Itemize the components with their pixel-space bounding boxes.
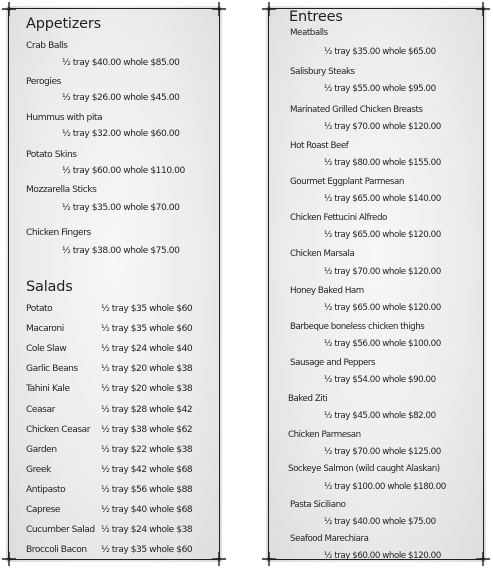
entree-price: ½ tray $70.00 whole $120.00 [324,267,441,277]
entree-price: ½ tray $55.00 whole $95.00 [324,84,436,94]
entree-price: ½ tray $45.00 whole $82.00 [324,411,436,421]
left-border-line [268,8,269,560]
salad-name: Antipasto [26,485,66,495]
corner-ornament-icon [262,2,276,16]
corner-ornament-icon [476,2,490,16]
entree-price: ½ tray $54.00 whole $90.00 [324,375,436,385]
salad-name: Macaroni [26,324,64,334]
appetizer-name: Chicken Fingers [26,228,91,238]
right-border-line [483,8,484,560]
salad-price: ½ tray $35 whole $60 [101,324,193,334]
salad-name: Greek [26,465,51,475]
entree-name: Meatballs [290,28,328,38]
salad-price: ½ tray $28 whole $42 [101,405,193,415]
salad-name: Cucumber Salad [26,525,95,535]
corner-ornament-icon [2,552,16,566]
salad-name: Broccoli Bacon [26,545,87,555]
right-border-line [219,8,220,560]
salad-price: ½ tray $22 whole $38 [101,445,193,455]
entree-price: ½ tray $40.00 whole $75.00 [324,517,436,527]
entree-name: Pasta Siciliano [290,500,346,510]
corner-ornament-icon [476,552,490,566]
entree-name: Gourmet Eggplant Parmesan [290,177,404,187]
appetizer-name: Mozzarella Sticks [26,185,97,195]
appetizer-price: ½ tray $35.00 whole $70.00 [62,203,180,213]
salad-name: Garlic Beans [26,364,78,374]
entrees-title: Entrees [289,9,343,25]
entree-name: Honey Baked Ham [290,286,364,296]
appetizer-price: ½ tray $60.00 whole $110.00 [62,166,185,176]
entree-name: Barbeque boneless chicken thighs [290,322,425,332]
entree-price: ½ tray $70.00 whole $120.00 [324,122,441,132]
salad-name: Garden [26,445,57,455]
appetizer-price: ½ tray $38.00 whole $75.00 [62,246,180,256]
entree-price: ½ tray $65.00 whole $140.00 [324,194,441,204]
appetizer-name: Perogies [26,77,61,87]
appetizer-price: ½ tray $32.00 whole $60.00 [62,129,180,139]
salad-price: ½ tray $24 whole $38 [101,525,193,535]
entree-price: ½ tray $80.00 whole $155.00 [324,158,441,168]
appetizer-name: Crab Balls [26,41,68,51]
entree-price: ½ tray $65.00 whole $120.00 [324,303,441,313]
salad-name: Caprese [26,505,61,515]
entree-name: Chicken Marsala [290,249,355,259]
entree-name: Chicken Parmesan [288,430,361,440]
entree-price: ½ tray $100.00 whole $180.00 [324,482,446,492]
top-border-line [8,8,220,9]
entree-name: Hot Roast Beef [290,141,349,151]
salad-price: ½ tray $42 whole $68 [101,465,193,475]
entree-price: ½ tray $35.00 whole $65.00 [324,47,436,57]
bottom-border-line [8,559,220,560]
right-menu-panel [266,6,486,562]
salad-name: Potato [26,304,53,314]
corner-ornament-icon [2,2,16,16]
entree-name: Sockeye Salmon (wild caught Alaskan) [288,464,440,474]
salad-price: ½ tray $20 whole $38 [101,364,193,374]
salad-price: ½ tray $38 whole $62 [101,425,193,435]
salad-name: Cole Slaw [26,344,67,354]
entree-price: ½ tray $70.00 whole $125.00 [324,447,441,457]
entree-name: Marinated Grilled Chicken Breasts [290,105,423,115]
corner-ornament-icon [212,552,226,566]
entree-name: Baked Ziti [288,394,328,404]
salad-price: ½ tray $40 whole $68 [101,505,193,515]
salads-title: Salads [26,279,73,295]
appetizer-price: ½ tray $26.00 whole $45.00 [62,93,180,103]
corner-ornament-icon [212,2,226,16]
appetizer-name: Potato Skins [26,150,77,160]
appetizer-price: ½ tray $40.00 whole $85.00 [62,58,180,68]
salad-name: Tahini Kale [26,384,70,394]
salad-price: ½ tray $35 whole $60 [101,304,193,314]
entree-name: Salisbury Steaks [290,67,355,77]
entree-price: ½ tray $60.00 whole $120.00 [324,551,441,561]
appetizers-title: Appetizers [26,16,102,32]
entree-name: Seafood Marechiara [290,534,369,544]
entree-price: ½ tray $65.00 whole $120.00 [324,230,441,240]
salad-price: ½ tray $20 whole $38 [101,384,193,394]
entree-name: Chicken Fettucini Alfredo [290,213,387,223]
corner-ornament-icon [262,552,276,566]
entree-price: ½ tray $56.00 whole $100.00 [324,339,441,349]
salad-price: ½ tray $35 whole $60 [101,545,193,555]
salad-price: ½ tray $24 whole $40 [101,344,193,354]
left-border-line [8,8,9,560]
salad-name: Ceasar [26,405,55,415]
salad-price: ½ tray $56 whole $88 [101,485,193,495]
salad-name: Chicken Ceasar [26,425,91,435]
entree-name: Sausage and Peppers [290,358,376,368]
left-menu-panel [6,6,222,562]
appetizer-name: Hummus with pita [26,113,103,123]
